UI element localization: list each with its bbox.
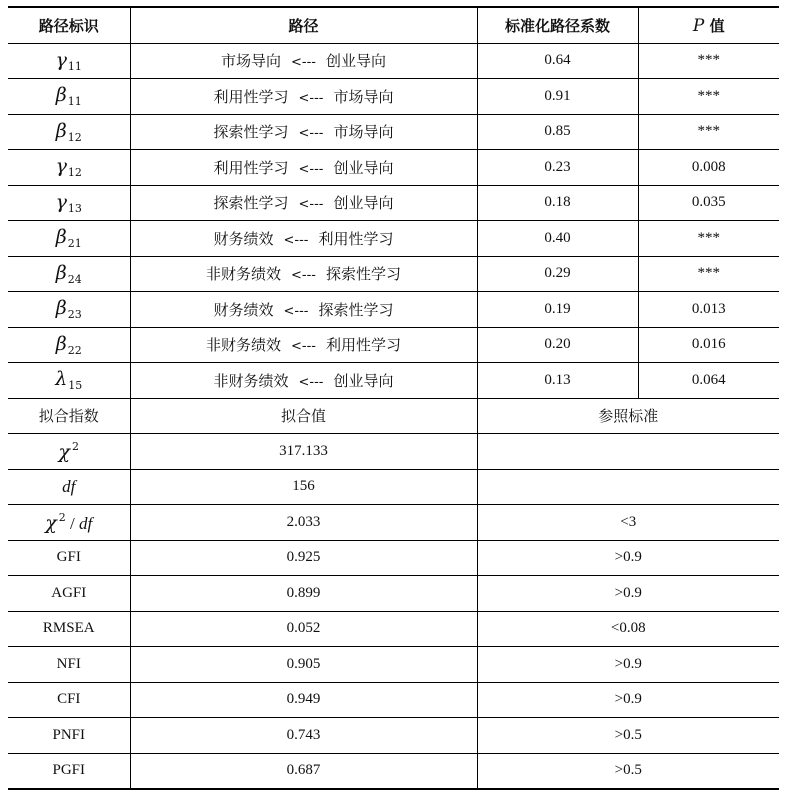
path-row [8,327,779,363]
path-row [8,256,779,292]
fit-index-value: 0.687 [130,753,477,789]
path-target: 利用性学习 [213,158,289,177]
path-id-cell [8,43,130,79]
fit-header-value: 拟合值 [130,398,477,434]
fit-index-name: PNFI [8,718,130,754]
fit-index-ref: >0.9 [477,576,779,612]
fit-index-row [8,540,779,576]
path-source: 创业导向 [333,194,394,213]
path-arrow: <--- [291,268,316,284]
fit-value-df: 156 [130,469,477,505]
chi-superscript: 2 [72,439,79,453]
path-symbol: β [55,226,67,249]
path-target: 探索性学习 [213,194,289,213]
path-cell [130,43,477,79]
chi-superscript: 2 [58,510,66,524]
path-source: 利用性学习 [325,336,401,355]
path-row [8,150,779,186]
path-coef: 0.40 [477,221,638,257]
path-target: 非财务绩效 [213,371,289,390]
path-p-value: 0.064 [638,363,779,399]
path-row [8,185,779,221]
path-source: 探索性学习 [318,300,394,319]
path-source: 市场导向 [333,123,394,142]
fit-header-index: 拟合指数 [8,398,130,434]
path-target: 非财务绩效 [206,336,282,355]
fit-ref-df [477,469,779,505]
path-cell [130,150,477,186]
path-subscript: 21 [67,237,82,251]
fit-index-ref: >0.5 [477,718,779,754]
path-coef: 0.13 [477,363,638,399]
path-id-cell [8,327,130,363]
path-p-value: 0.035 [638,185,779,221]
path-cell [130,114,477,150]
fit-row-df [8,469,779,505]
fit-index-value: 0.743 [130,718,477,754]
path-target: 市场导向 [221,52,282,71]
header-row [8,7,779,43]
path-arrow: <--- [283,303,309,319]
path-symbol: β [55,261,67,284]
path-cell [130,185,477,221]
fit-index-row [8,576,779,612]
fit-index-name: CFI [8,682,130,718]
path-cell [130,221,477,257]
path-rows [8,43,779,398]
path-row [8,221,779,257]
path-arrow: <--- [291,339,316,355]
path-arrow: <--- [298,197,324,213]
fit-row-chi2-df [8,505,779,541]
fit-index-name: NFI [8,647,130,683]
fit-index-ref: >0.9 [477,540,779,576]
path-cell [130,327,477,363]
path-coef: 0.85 [477,114,638,150]
header-path-id: 路径标识 [8,7,130,43]
path-arrow: <--- [298,126,324,142]
path-coef: 0.91 [477,79,638,115]
path-row [8,43,779,79]
path-symbol: γ [55,155,67,178]
path-subscript: 12 [67,130,82,144]
path-p-value: *** [638,114,779,150]
fit-rows [8,398,779,540]
path-coef: 0.29 [477,256,638,292]
path-id-cell [8,79,130,115]
path-arrow: <--- [298,374,324,390]
chi-symbol: χ [58,440,70,463]
path-target: 财务绩效 [213,229,274,248]
path-symbol: β [55,332,67,355]
fit-name-chi2 [8,434,130,470]
fit-value-chi2: 317.133 [130,434,477,470]
path-row [8,79,779,115]
path-id-cell [8,256,130,292]
path-p-value: *** [638,79,779,115]
path-row [8,363,779,399]
slash: / [65,513,79,533]
fit-name-chi2-df [8,505,130,541]
fit-index-ref: >0.9 [477,647,779,683]
path-symbol: γ [55,48,67,71]
path-coefficient-table [8,6,779,790]
path-symbol: γ [55,190,67,213]
path-subscript: 12 [67,166,82,180]
path-arrow: <--- [291,55,316,71]
path-source: 创业导向 [333,371,394,390]
path-subscript: 13 [67,201,82,215]
path-symbol: β [55,119,67,142]
path-p-value: 0.013 [638,292,779,328]
path-subscript: 23 [67,308,82,322]
path-arrow: <--- [298,161,324,177]
fit-value-chi2-df: 2.033 [130,505,477,541]
df-label: df [79,513,93,533]
path-row [8,114,779,150]
path-symbol: λ [55,368,68,391]
path-target: 探索性学习 [213,123,289,142]
path-source: 创业导向 [325,52,386,71]
fit-index-row [8,718,779,754]
path-subscript: 11 [67,59,82,73]
path-subscript: 11 [67,95,82,109]
fit-index-ref: >0.9 [477,682,779,718]
path-p-value: 0.016 [638,327,779,363]
path-source: 市场导向 [333,87,394,106]
header-p-suffix: 值 [704,16,725,35]
fit-index-value: 0.899 [130,576,477,612]
path-arrow: <--- [298,90,324,106]
path-id-cell [8,114,130,150]
fit-index-rows [8,540,779,789]
fit-index-value: 0.905 [130,647,477,683]
path-row [8,292,779,328]
path-coef: 0.18 [477,185,638,221]
path-cell [130,292,477,328]
path-coef: 0.23 [477,150,638,186]
fit-ref-chi2-df: <3 [477,505,779,541]
fit-index-value: 0.052 [130,611,477,647]
path-coef: 0.20 [477,327,638,363]
fit-index-row [8,647,779,683]
fit-ref-chi2 [477,434,779,470]
fit-row-chi2 [8,434,779,470]
path-id-cell [8,363,130,399]
header-path: 路径 [130,7,477,43]
fit-index-ref: <0.08 [477,611,779,647]
path-id-cell [8,150,130,186]
path-p-value: 0.008 [638,150,779,186]
fit-index-value: 0.925 [130,540,477,576]
fit-index-name: GFI [8,540,130,576]
path-p-value: *** [638,221,779,257]
path-p-value: *** [638,256,779,292]
path-id-cell [8,292,130,328]
header-std-coef: 标准化路径系数 [477,7,638,43]
path-symbol: β [55,84,67,107]
path-source: 利用性学习 [318,229,394,248]
path-id-cell [8,221,130,257]
path-target: 财务绩效 [213,300,274,319]
fit-index-name: AGFI [8,576,130,612]
fit-index-name: PGFI [8,753,130,789]
path-subscript: 15 [68,379,83,393]
path-coef: 0.19 [477,292,638,328]
fit-index-value: 0.949 [130,682,477,718]
path-subscript: 22 [67,343,82,357]
fit-index-row [8,753,779,789]
fit-header-row [8,398,779,434]
fit-header-ref: 参照标准 [477,398,779,434]
header-p-letter: P [692,15,705,36]
chi-symbol: χ [45,511,57,534]
header-p-value [638,7,779,43]
path-arrow: <--- [283,232,309,248]
path-id-cell [8,185,130,221]
fit-index-row [8,682,779,718]
path-cell [130,256,477,292]
fit-index-name: RMSEA [8,611,130,647]
path-coef: 0.64 [477,43,638,79]
path-subscript: 24 [67,272,82,286]
path-symbol: β [55,297,67,320]
path-cell [130,79,477,115]
path-target: 利用性学习 [213,87,289,106]
path-cell [130,363,477,399]
path-p-value: *** [638,43,779,79]
fit-name-df: df [8,469,130,505]
fit-index-ref: >0.5 [477,753,779,789]
path-target: 非财务绩效 [206,265,282,284]
fit-index-row [8,611,779,647]
path-source: 探索性学习 [325,265,401,284]
path-source: 创业导向 [333,158,394,177]
